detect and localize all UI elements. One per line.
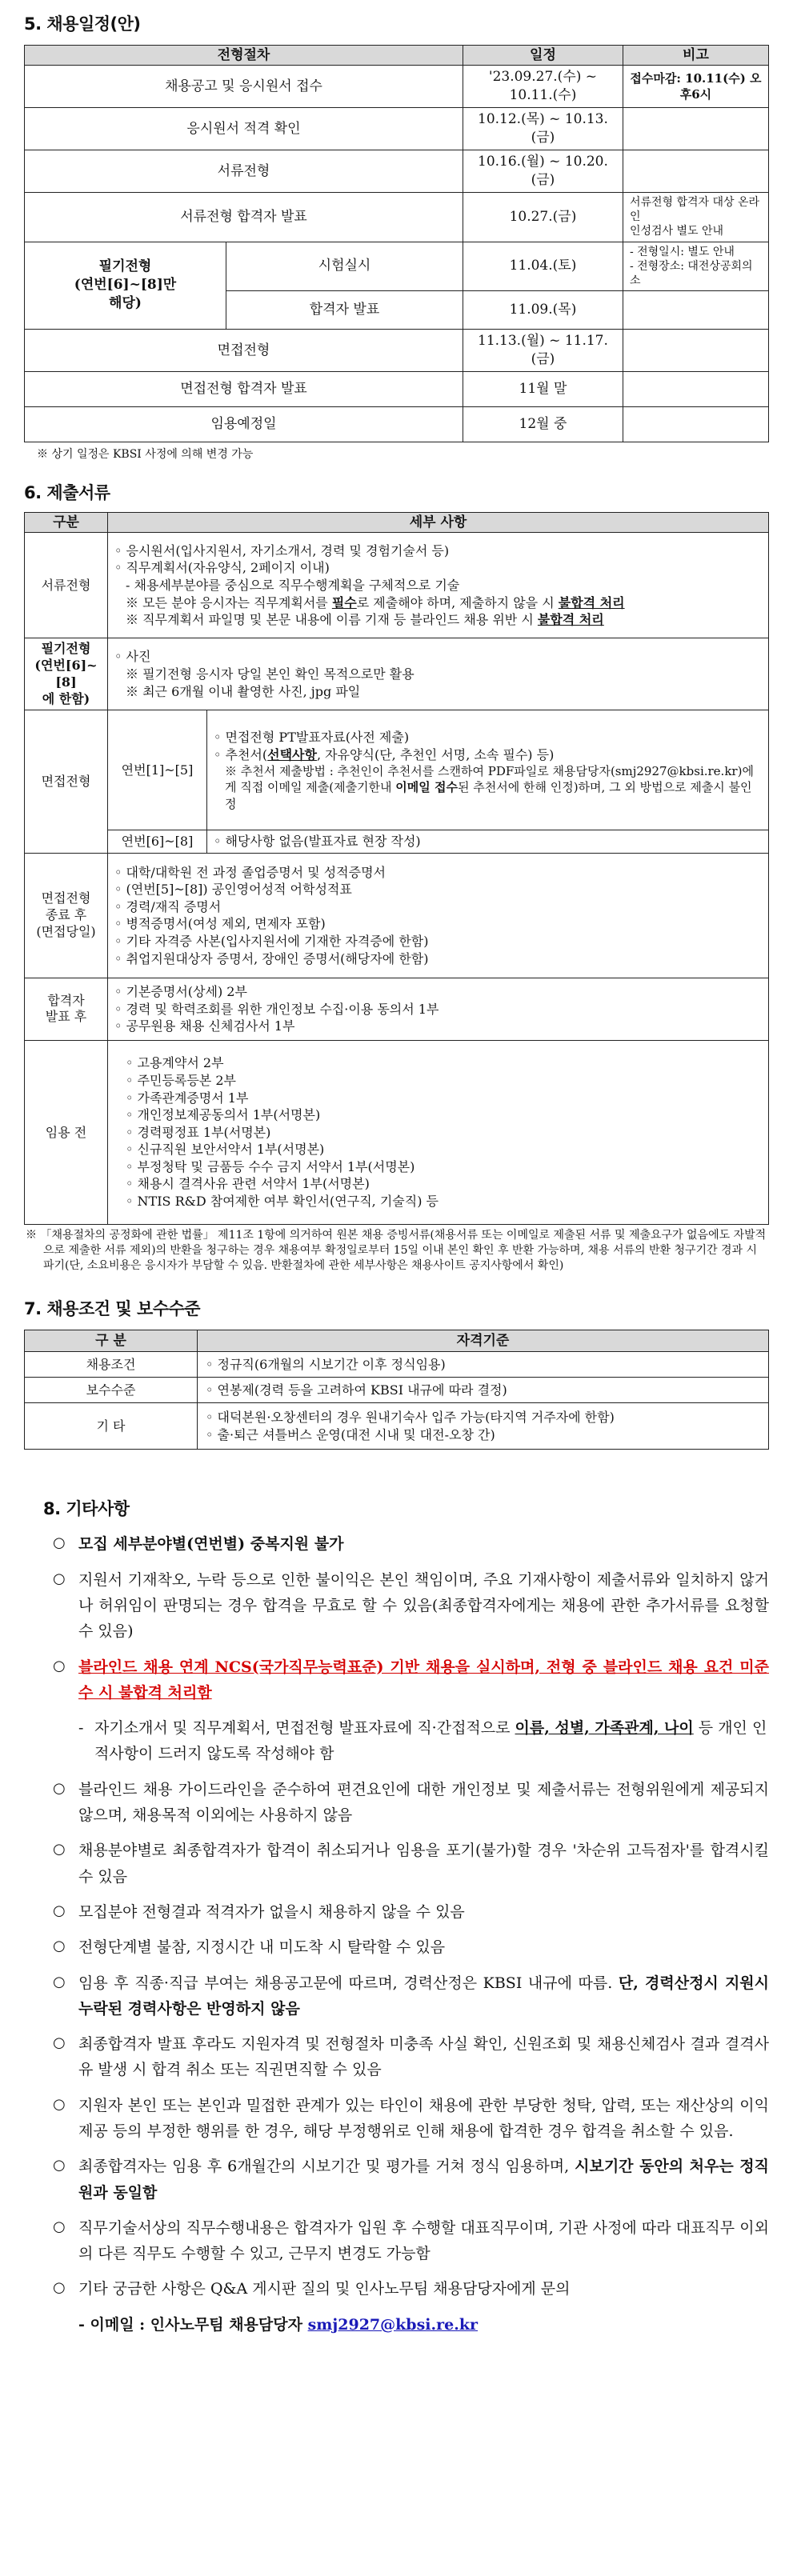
sub-category-cell: 연번[6]~[8] — [108, 830, 207, 854]
section-title-conditions: 7. 채용조건 및 보수수준 — [24, 1298, 201, 1318]
category-cell: 면접전형 — [25, 710, 108, 854]
date-cell: 11월 말 — [463, 371, 623, 406]
list-item: ◦ 채용시 결격사유 관련 서약서 1부(서명본) — [126, 1176, 370, 1192]
table-row — [25, 1403, 769, 1450]
note-cell — [623, 291, 768, 330]
table-header-row — [25, 513, 769, 533]
list-item: ○ 임용 후 직종·직급 부여는 채용공고문에 따르며, 경력산정은 KBSI 내규에 따름. 단, 경력산정시 지원시 누락된 경력사항은 반영하지 않음 — [53, 1973, 770, 2018]
contact-email-link[interactable]: smj2927@kbsi.re.kr — [307, 2315, 479, 2334]
note-cell: - 전형일시: 별도 안내 - 전형장소: 대전상공회의소 — [623, 242, 768, 291]
table-row — [25, 710, 769, 830]
details-cell: ◦ 면접전형 PT발표자료(사전 제출) ◦ 추천서(선택사항, 자유양식(단, 추천인 서명, 소속 필수) 등) ※ 추천서 제출방법 : 추천인이 추천서를 스캔하여 PDF파일로 채용담당자(smj2927@kbsi.re.kr)에게 직접 이메일 제출(제출기한내 이메일 접수된 추천서에 한해 인정)하며, 그 외 방법으로 제출시 불인정 — [207, 710, 769, 830]
category-cell: 기 타 — [25, 1403, 198, 1450]
category-cell: 임용 전 — [25, 1040, 108, 1224]
table-row — [25, 242, 769, 291]
note-cell — [623, 406, 768, 442]
category-cell: 채용조건 — [25, 1352, 198, 1378]
list-item: ○ 최종합격자 발표 후라도 지원자격 및 전형절차 미충족 사실 확인, 신원조회 및 채용신체검사 결과 결격사유 발생 시 합격 취소 또는 직권면직할 수 있음 — [53, 2034, 769, 2079]
category-cell: 합격자 발표 후 — [25, 978, 108, 1040]
list-item: ○ 블라인드 채용 연계 NCS(국가직무능력표준) 기반 채용을 실시하며, 전형 중 블라인드 채용 요건 미준수 시 불합격 처리함 — [53, 1657, 769, 1702]
date-cell: 12월 중 — [463, 406, 623, 442]
list-item: ◦ 가족관계증명서 1부 — [126, 1090, 249, 1106]
list-item: ○ 모집분야 전형결과 적격자가 없을시 채용하지 않을 수 있음 — [53, 1902, 465, 1921]
list-item: ○ 지원서 기재착오, 누락 등으로 인한 불이익은 본인 책임이며, 주요 기재사항이 제출서류와 일치하지 않거나 허위임이 판명되는 경우 합격을 무효로 할 수 있음(최종합격자에게는 채용에 관한 추가서류를 요청할 수 있음) — [53, 1570, 769, 1641]
table-row — [25, 978, 769, 1040]
table-row — [25, 371, 769, 406]
header-step: 전형절차 — [25, 46, 463, 66]
step-cell: 합격자 발표 — [226, 291, 463, 330]
category-cell: 면접전형 종료 후 (면접당일) — [25, 853, 108, 978]
step-cell: 서류전형 — [25, 150, 463, 193]
date-cell: 11.13.(월) ~ 11.17.(금) — [463, 330, 623, 372]
list-item: ◦ 주민등록등본 2부 — [126, 1072, 236, 1088]
table-row — [25, 638, 769, 710]
list-item: ○ 기타 궁금한 사항은 Q&A 게시판 질의 및 인사노무팀 채용담당자에게 문의 — [53, 2279, 571, 2298]
conditions-table — [24, 1330, 769, 1450]
category-cell: 보수수준 — [25, 1378, 198, 1403]
header-details: 세부 사항 — [108, 513, 769, 533]
step-cell: 서류전형 합격자 발표 — [25, 192, 463, 242]
details-cell — [108, 1040, 769, 1224]
list-item: ◦ NTIS R&D 참여제한 여부 확인서(연구직, 기술직) 등 — [126, 1194, 439, 1210]
table-row — [25, 830, 769, 854]
table-row — [25, 1352, 769, 1378]
note-cell — [623, 150, 768, 193]
documents-footnote: ※ 「채용절차의 공정화에 관한 법률」 제11조 1항에 의거하여 원본 채용 증빙서류(채용서류 또는 이메일로 제출된 서류 및 제출요구가 없음에도 자발적으로 제출한 서류 제외)의 반환을 청구하는 경우 채용여부 확정일로부터 15일 이내 본인 확인 후 반환 가능하며, 채용 서류의 반환 청구기간 경과 시 파기(단, 소요비용은 응시자가 부담할 수 있음. 반환절차에 관한 세부사항은 채용사이트 공지사항에서 확인) — [26, 1228, 767, 1272]
table-row — [25, 533, 769, 638]
section-title-other: 8. 기타사항 — [43, 1499, 130, 1518]
table-row — [25, 192, 769, 242]
list-item: ◦ 개인정보제공동의서 1부(서명본) — [126, 1107, 321, 1123]
table-row — [25, 1040, 769, 1224]
table-row — [25, 108, 769, 150]
schedule-table — [24, 45, 769, 442]
table-header-row — [25, 1330, 769, 1352]
section-title-schedule: 5. 채용일정(안) — [24, 14, 141, 34]
note-cell — [623, 192, 768, 242]
table-row — [25, 406, 769, 442]
details-cell: ◦ 응시원서(입사지원서, 자기소개서, 경력 및 경험기술서 등) ◦ 직무계획서(자유양식, 2페이지 이내) - 채용세부분야를 중심으로 직무수행계획을 구체적으로 기술 ※ 모든 분야 응시자는 직무계획서를 필수로 제출해야 하며, 제출하지 않을 시 불합격 처리 ※ 직무계획서 파일명 및 본문 내용에 이름 기재 등 블라인드 채용 위반 시 불합격 처리 — [108, 533, 769, 638]
step-cell: 채용공고 및 응시원서 접수 — [25, 66, 463, 108]
value-cell: ◦ 연봉제(경력 등을 고려하여 KBSI 내규에 따라 결정) — [198, 1378, 769, 1403]
note-cell: 접수마감: 10.11(수) 오후6시 — [623, 66, 768, 108]
step-cell: 시험실시 — [226, 242, 463, 291]
list-item: ○ 전형단계별 불참, 지정시간 내 미도착 시 탈락할 수 있음 — [53, 1938, 446, 1957]
table-row — [25, 330, 769, 372]
note-cell — [623, 371, 768, 406]
category-cell: 필기전형 (연번[6]~[8] 에 한함) — [25, 638, 108, 710]
details-cell: ◦ 해당사항 없음(발표자료 현장 작성) — [207, 830, 769, 854]
note-line: 서류전형 합격자 대상 온라인 — [629, 195, 760, 224]
section-other — [24, 1498, 769, 2338]
list-item: ○ 최종합격자는 임용 후 6개월간의 시보기간 및 평가를 거쳐 정식 임용하며, 시보기간 동안의 처우는 정직원과 동일함 — [53, 2157, 769, 2202]
list-item: ◦ 신규직원 보안서약서 1부(서명본) — [126, 1142, 325, 1158]
section-schedule — [24, 13, 769, 462]
section-documents — [24, 482, 769, 1274]
sub-category-cell: 연번[1]~[5] — [108, 710, 207, 830]
step-cell: 임용예정일 — [25, 406, 463, 442]
date-cell: 10.27.(금) — [463, 192, 623, 242]
date-cell: 11.04.(토) — [463, 242, 623, 291]
list-item: ○ 직무기술서상의 직무수행내용은 합격자가 입원 후 수행할 대표직무이며, 기관 사정에 따라 대표직무 이외의 다른 직무도 수행할 수 있고, 근무지 변경도 가능함 — [53, 2218, 769, 2263]
list-item: ◦ 경력평정표 1부(서명본) — [126, 1124, 271, 1140]
documents-table — [24, 512, 769, 1225]
step-cell: 면접전형 합격자 발표 — [25, 371, 463, 406]
schedule-footnote: ※ 상기 일정은 KBSI 사정에 의해 변경 가능 — [37, 447, 254, 461]
header-date: 일정 — [463, 46, 623, 66]
table-header-row — [25, 46, 769, 66]
date-cell: '23.09.27.(수) ~ 10.11.(수) — [463, 66, 623, 108]
value-cell: ◦ 정규직(6개월의 시보기간 이후 정식임용) — [198, 1352, 769, 1378]
note-line: 인성검사 별도 안내 — [629, 225, 724, 238]
details-cell: ◦ 사진 ※ 필기전형 응시자 당일 본인 확인 목적으로만 활용 ※ 최근 6개월 이내 촬영한 사진, jpg 파일 — [108, 638, 769, 710]
list-item: ○ 모집 세부분야별(연번별) 중복지원 불가 — [53, 1534, 344, 1554]
date-cell: 10.16.(월) ~ 10.20.(금) — [463, 150, 623, 193]
list-item: ◦ 고용계약서 2부 — [126, 1055, 224, 1071]
list-item: ○ 블라인드 채용 가이드라인을 준수하여 편견요인에 대한 개인정보 및 제출서류는 전형위원에게 제공되지 않으며, 채용목적 이외에는 사용하지 않음 — [53, 1779, 769, 1825]
table-row — [25, 150, 769, 193]
written-exam-label: 필기전형 (연번[6]~[8]만 해당) — [25, 242, 226, 330]
category-cell: 서류전형 — [25, 533, 108, 638]
list-item: ○ 채용분야별로 최종합격자가 합격이 취소되거나 임용을 포기(불가)할 경우 '차순위 고득점자'를 합격시킬 수 있음 — [53, 1841, 769, 1886]
section-conditions — [24, 1298, 769, 1450]
step-cell: 응시원서 적격 확인 — [25, 108, 463, 150]
note-cell — [623, 108, 768, 150]
details-cell: ◦ 대학/대학원 전 과정 졸업증명서 및 성적증명서 ◦ (연번[5]~[8]) 공인영어성적 어학성적표 ◦ 경력/재직 증명서 ◦ 병적증명서(여성 제외, 면제자 포함) ◦ 기타 자격증 사본(입사지원서에 기재한 자격증에 한함) ◦ 취업지원대상자 증명서, 장애인 증명서(해당자에 한함) — [108, 853, 769, 978]
header-category: 구분 — [25, 513, 108, 533]
step-cell: 면접전형 — [25, 330, 463, 372]
table-row — [25, 66, 769, 108]
section-title-documents: 6. 제출서류 — [24, 482, 110, 502]
header-criteria: 자격기준 — [198, 1330, 769, 1352]
details-cell: ◦ 기본증명서(상세) 2부 ◦ 경력 및 학력조회를 위한 개인정보 수집·이용 동의서 1부 ◦ 공무원용 채용 신체검사서 1부 — [108, 978, 769, 1040]
note-cell — [623, 330, 768, 372]
table-row — [25, 1378, 769, 1403]
date-cell: 10.12.(목) ~ 10.13.(금) — [463, 108, 623, 150]
date-cell: 11.09.(목) — [463, 291, 623, 330]
list-item: ◦ 부정청탁 및 금품등 수수 금지 서약서 1부(서명본) — [126, 1158, 415, 1174]
list-item: ○ 지원자 본인 또는 본인과 밀접한 관계가 있는 타인이 채용에 관한 부당한 청탁, 압력, 또는 재산상의 이익 제공 등의 부정한 행위를 한 경우, 해당 부정행위로 인해 채용에 합격한 경우 합격을 취소할 수 있음. — [53, 2095, 769, 2140]
table-row — [25, 853, 769, 978]
header-category: 구 분 — [25, 1330, 198, 1352]
list-item: - 자기소개서 및 직무계획서, 면접전형 발표자료에 직·간접적으로 이름, 성별, 가족관계, 나이 등 개인 인적사항이 드러지 않도록 작성해야 함 — [78, 1719, 767, 1763]
value-cell: ◦ 대덕본원·오창센터의 경우 원내기숙사 입주 가능(타지역 거주자에 한함) ◦ 출·퇴근 셔틀버스 운영(대전 시내 및 대전-오창 간) — [198, 1403, 769, 1450]
contact-line: - 이메일 : 인사노무팀 채용담당자 smj2927@kbsi.re.kr — [78, 2315, 479, 2334]
header-note: 비고 — [623, 46, 768, 66]
